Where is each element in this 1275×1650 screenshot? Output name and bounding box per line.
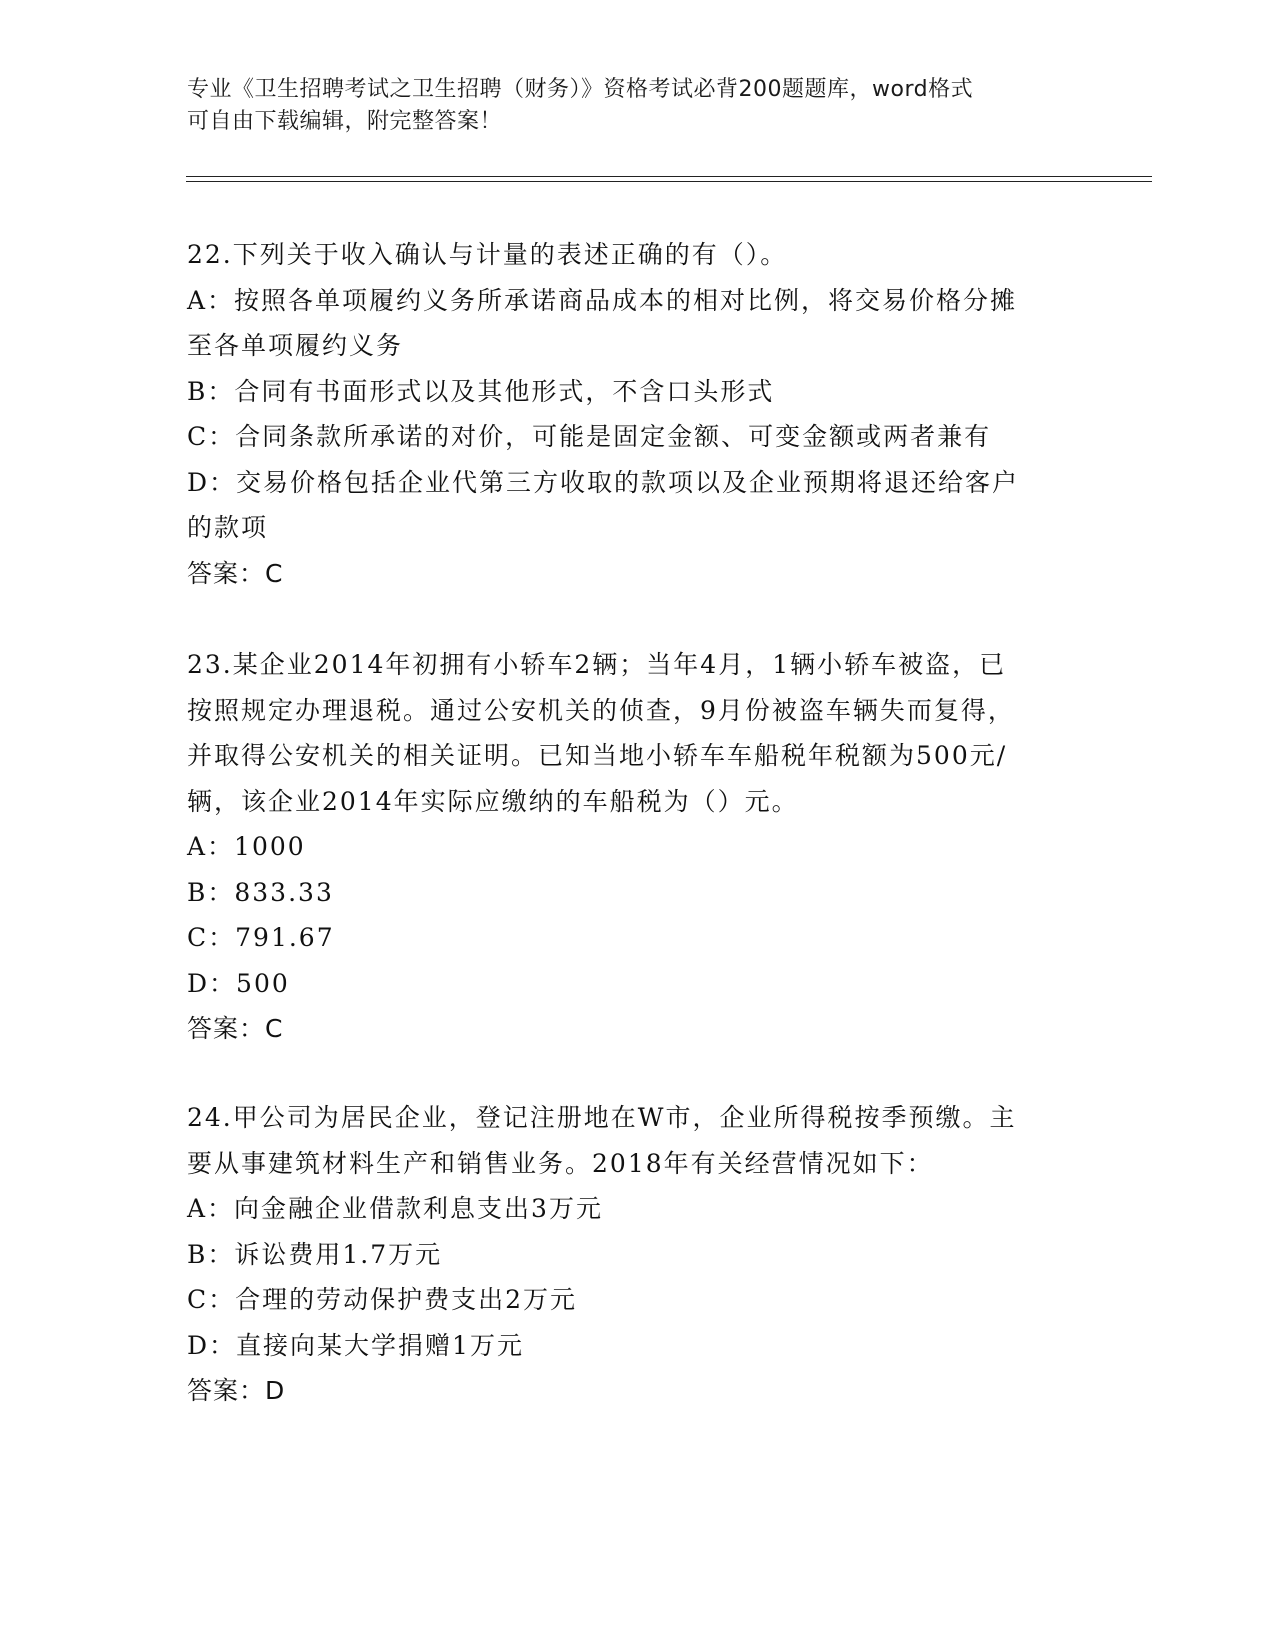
- header-divider: [186, 181, 1152, 182]
- header-line: 专业《卫生招聘考试之卫生招聘（财务）》资格考试必背200题题库，word格式: [187, 77, 974, 102]
- option-d: D：交易价格包括企业代第三方收取的款项以及企业预期将退还给客户: [187, 467, 1020, 497]
- header-line: 可自由下载编辑，附完整答案！: [187, 109, 503, 134]
- option-a: A：按照各单项履约义务所承诺商品成本的相对比例，将交易价格分摊: [187, 285, 1018, 315]
- option-c: C：合理的劳动保护费支出2万元: [187, 1285, 578, 1314]
- question-stem: 辆，该企业2014年实际应缴纳的车船税为（）元。: [187, 786, 799, 816]
- question-stem: 按照规定办理退税。通过公安机关的侦查，9月份被盗车辆失而复得，: [187, 695, 1015, 725]
- option-d: D：500: [187, 968, 290, 998]
- option-c: C：合同条款所承诺的对价，可能是固定金额、可变金额或两者兼有: [187, 422, 992, 451]
- option-a: A：向金融企业借款利息支出3万元: [187, 1194, 603, 1223]
- question-stem: 24.甲公司为居民企业，登记注册地在W市，企业所得税按季预缴。主: [187, 1103, 1017, 1132]
- answer: 答案：C: [187, 1014, 284, 1043]
- option-b: B：合同有书面形式以及其他形式，不含口头形式: [187, 376, 775, 406]
- option-a-continued: 至各单项履约义务: [187, 331, 404, 360]
- option-b: B：833.33: [187, 877, 334, 907]
- question-stem: 23.某企业2014年初拥有小轿车2辆；当年4月，1辆小轿车被盗，已: [187, 650, 1007, 679]
- document-header: [187, 74, 1087, 138]
- question-stem: 22.下列关于收入确认与计量的表述正确的有（）。: [187, 240, 788, 269]
- question-24: [187, 1095, 1087, 1414]
- question-23: [187, 642, 1087, 1052]
- question-22: [187, 232, 1087, 596]
- answer: 答案：D: [187, 1376, 286, 1405]
- answer: 答案：C: [187, 558, 284, 588]
- option-a: A：1000: [187, 832, 306, 861]
- option-c: C：791.67: [187, 923, 335, 952]
- question-stem: 并取得公安机关的相关证明。已知当地小轿车车船税年税额为500元/: [187, 741, 1008, 770]
- header-divider: [186, 176, 1152, 177]
- option-d: D：直接向某大学捐赠1万元: [187, 1330, 524, 1360]
- question-stem: 要从事建筑材料生产和销售业务。2018年有关经营情况如下：: [187, 1148, 934, 1178]
- option-d-continued: 的款项: [187, 513, 269, 542]
- option-b: B：诉讼费用1.7万元: [187, 1239, 443, 1269]
